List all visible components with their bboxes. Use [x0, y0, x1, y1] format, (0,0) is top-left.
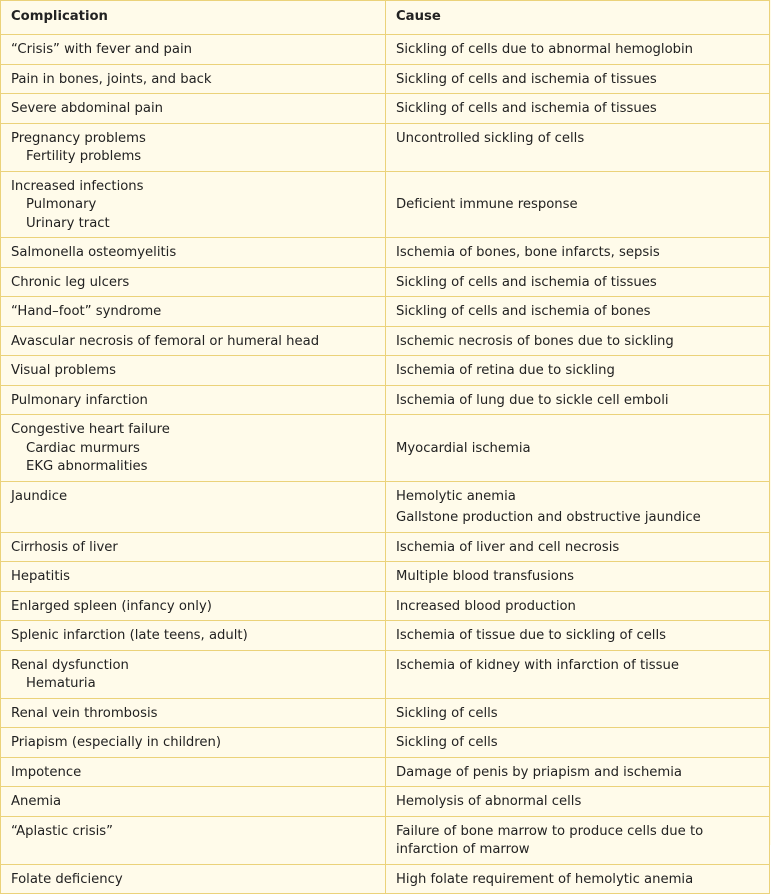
complication-text: “Crisis” with fever and pain — [11, 42, 193, 57]
cause-text: Sickling of cells and ischemia of tissues — [396, 101, 657, 116]
complication-text: Renal dysfunction — [11, 657, 129, 673]
cause-cell — [386, 864, 770, 894]
complication-text: Pregnancy problems — [11, 130, 146, 146]
cause-text: Myocardial ischemia — [396, 440, 531, 456]
cause-text: Gallstone production and obstructive jaundice — [396, 510, 701, 525]
cause-text: Sickling of cells due to abnormal hemoglobin — [396, 42, 694, 57]
complication-text: Avascular necrosis of femoral or humeral head — [11, 333, 320, 349]
table-row — [1, 591, 770, 621]
cause-cell — [386, 728, 770, 758]
complication-subitem: Pulmonary — [26, 197, 97, 212]
complication-cell — [1, 267, 386, 297]
complication-cell — [1, 698, 386, 728]
header-cause: Cause — [386, 1, 770, 35]
cause-text: Hemolysis of abnormal cells — [396, 794, 582, 809]
cause-cell — [386, 787, 770, 817]
complication-cell — [1, 238, 386, 268]
cause-text: Sickling of cells — [396, 705, 498, 721]
complication-subitem: Hematuria — [26, 676, 96, 691]
cause-cell — [386, 238, 770, 268]
complication-cell — [1, 650, 386, 698]
cause-text: Ischemia of retina due to sickling — [396, 363, 615, 378]
complication-text: Cirrhosis of liver — [11, 539, 118, 555]
cause-cell — [386, 591, 770, 621]
complication-cell — [1, 562, 386, 592]
cause-text: Ischemia of lung due to sickle cell emboli — [396, 392, 669, 408]
cause-cell — [386, 385, 770, 415]
complication-cell — [1, 757, 386, 787]
complication-text: Folate deficiency — [11, 871, 123, 887]
table-row — [1, 297, 770, 327]
cause-text: Ischemia of tissue due to sickling of cells — [396, 628, 667, 643]
cause-cell — [386, 326, 770, 356]
cause-text: Ischemia of kidney with infarction of tissue — [396, 657, 680, 673]
complication-text: Renal vein thrombosis — [11, 705, 158, 721]
complication-cell — [1, 35, 386, 65]
cause-cell — [386, 816, 770, 864]
table-row — [1, 757, 770, 787]
complication-text: Hepatitis — [11, 569, 71, 584]
table-row — [1, 326, 770, 356]
cause-text: Ischemia of bones, bone infarcts, sepsis — [396, 245, 660, 260]
complication-text: Pulmonary infarction — [11, 392, 148, 408]
table-body — [1, 35, 770, 894]
table-row — [1, 171, 770, 238]
cause-text: Ischemic necrosis of bones due to sickling — [396, 333, 674, 349]
cause-text: Sickling of cells and ischemia of bones — [396, 304, 651, 319]
cause-cell — [386, 650, 770, 698]
complication-text: Severe abdominal pain — [11, 101, 164, 116]
table-row — [1, 238, 770, 268]
cause-text: Uncontrolled sickling of cells — [396, 130, 585, 146]
complication-cell — [1, 532, 386, 562]
complication-text: Jaundice — [11, 488, 68, 504]
table-row — [1, 816, 770, 864]
cause-text: Failure of bone marrow to produce cells due to infarction of marrow — [396, 823, 704, 857]
complication-cell — [1, 864, 386, 894]
cause-cell — [386, 757, 770, 787]
complication-cell — [1, 816, 386, 864]
complication-cell — [1, 591, 386, 621]
complication-text: Enlarged spleen (infancy only) — [11, 598, 212, 614]
cause-cell — [386, 94, 770, 124]
complication-cell — [1, 481, 386, 532]
complication-cell — [1, 171, 386, 238]
complication-cell — [1, 415, 386, 482]
cause-text: Sickling of cells and ischemia of tissues — [396, 274, 657, 290]
complication-text: Anemia — [11, 794, 62, 809]
complication-cell — [1, 621, 386, 651]
complication-subitem: Urinary tract — [26, 215, 110, 231]
cause-cell — [386, 356, 770, 386]
cause-cell — [386, 415, 770, 482]
complication-text: Pain in bones, joints, and back — [11, 71, 212, 87]
complication-cell — [1, 64, 386, 94]
table-row — [1, 267, 770, 297]
cause-cell — [386, 532, 770, 562]
table-row — [1, 532, 770, 562]
complication-subitem: EKG abnormalities — [26, 459, 148, 474]
complication-subitem: Fertility problems — [26, 149, 142, 164]
cause-cell — [386, 621, 770, 651]
cause-cell — [386, 123, 770, 171]
cause-text: Multiple blood transfusions — [396, 569, 575, 584]
complication-text: Visual problems — [11, 363, 116, 378]
cause-text: High folate requirement of hemolytic anemia — [396, 871, 694, 887]
table-row — [1, 864, 770, 894]
cause-cell — [386, 267, 770, 297]
header-row — [1, 1, 770, 35]
cause-cell — [386, 64, 770, 94]
table-row — [1, 698, 770, 728]
header-complication: Complication — [1, 1, 386, 35]
table-row — [1, 562, 770, 592]
complication-text: Splenic infarction (late teens, adult) — [11, 628, 248, 643]
table-row — [1, 94, 770, 124]
complication-text: “Aplastic crisis” — [11, 823, 113, 839]
complication-cell — [1, 787, 386, 817]
table-row — [1, 356, 770, 386]
table-row — [1, 415, 770, 482]
cause-text: Damage of penis by priapism and ischemia — [396, 764, 683, 780]
table-row — [1, 481, 770, 532]
complication-cell — [1, 123, 386, 171]
cause-text: Sickling of cells and ischemia of tissues — [396, 71, 657, 87]
table-row — [1, 621, 770, 651]
complication-text: “Hand–foot” syndrome — [11, 304, 162, 319]
complication-text: Priapism (especially in children) — [11, 735, 222, 750]
cause-cell — [386, 481, 770, 532]
complication-cell — [1, 728, 386, 758]
cause-text: Increased blood production — [396, 598, 576, 614]
table-row — [1, 650, 770, 698]
cause-text: Ischemia of liver and cell necrosis — [396, 539, 620, 555]
cause-cell — [386, 35, 770, 65]
complication-text: Impotence — [11, 764, 82, 780]
cause-cell — [386, 698, 770, 728]
table-row — [1, 385, 770, 415]
complication-cell — [1, 356, 386, 386]
cause-text: Sickling of cells — [396, 735, 498, 750]
cause-cell — [386, 297, 770, 327]
complication-subitem: Cardiac murmurs — [26, 440, 140, 456]
complication-cell — [1, 326, 386, 356]
complication-cell — [1, 94, 386, 124]
complication-text: Increased infections — [11, 178, 144, 194]
cause-cell — [386, 562, 770, 592]
table-row — [1, 35, 770, 65]
complication-text: Chronic leg ulcers — [11, 274, 130, 290]
complication-cell — [1, 385, 386, 415]
table-row — [1, 728, 770, 758]
cause-cell — [386, 171, 770, 238]
table-row — [1, 123, 770, 171]
table-row — [1, 64, 770, 94]
cause-text: Deficient immune response — [396, 197, 578, 212]
cause-text: Hemolytic anemia — [396, 488, 516, 504]
table-row — [1, 787, 770, 817]
complication-cell — [1, 297, 386, 327]
complication-text: Congestive heart failure — [11, 422, 170, 437]
complication-text: Salmonella osteomyelitis — [11, 245, 177, 260]
